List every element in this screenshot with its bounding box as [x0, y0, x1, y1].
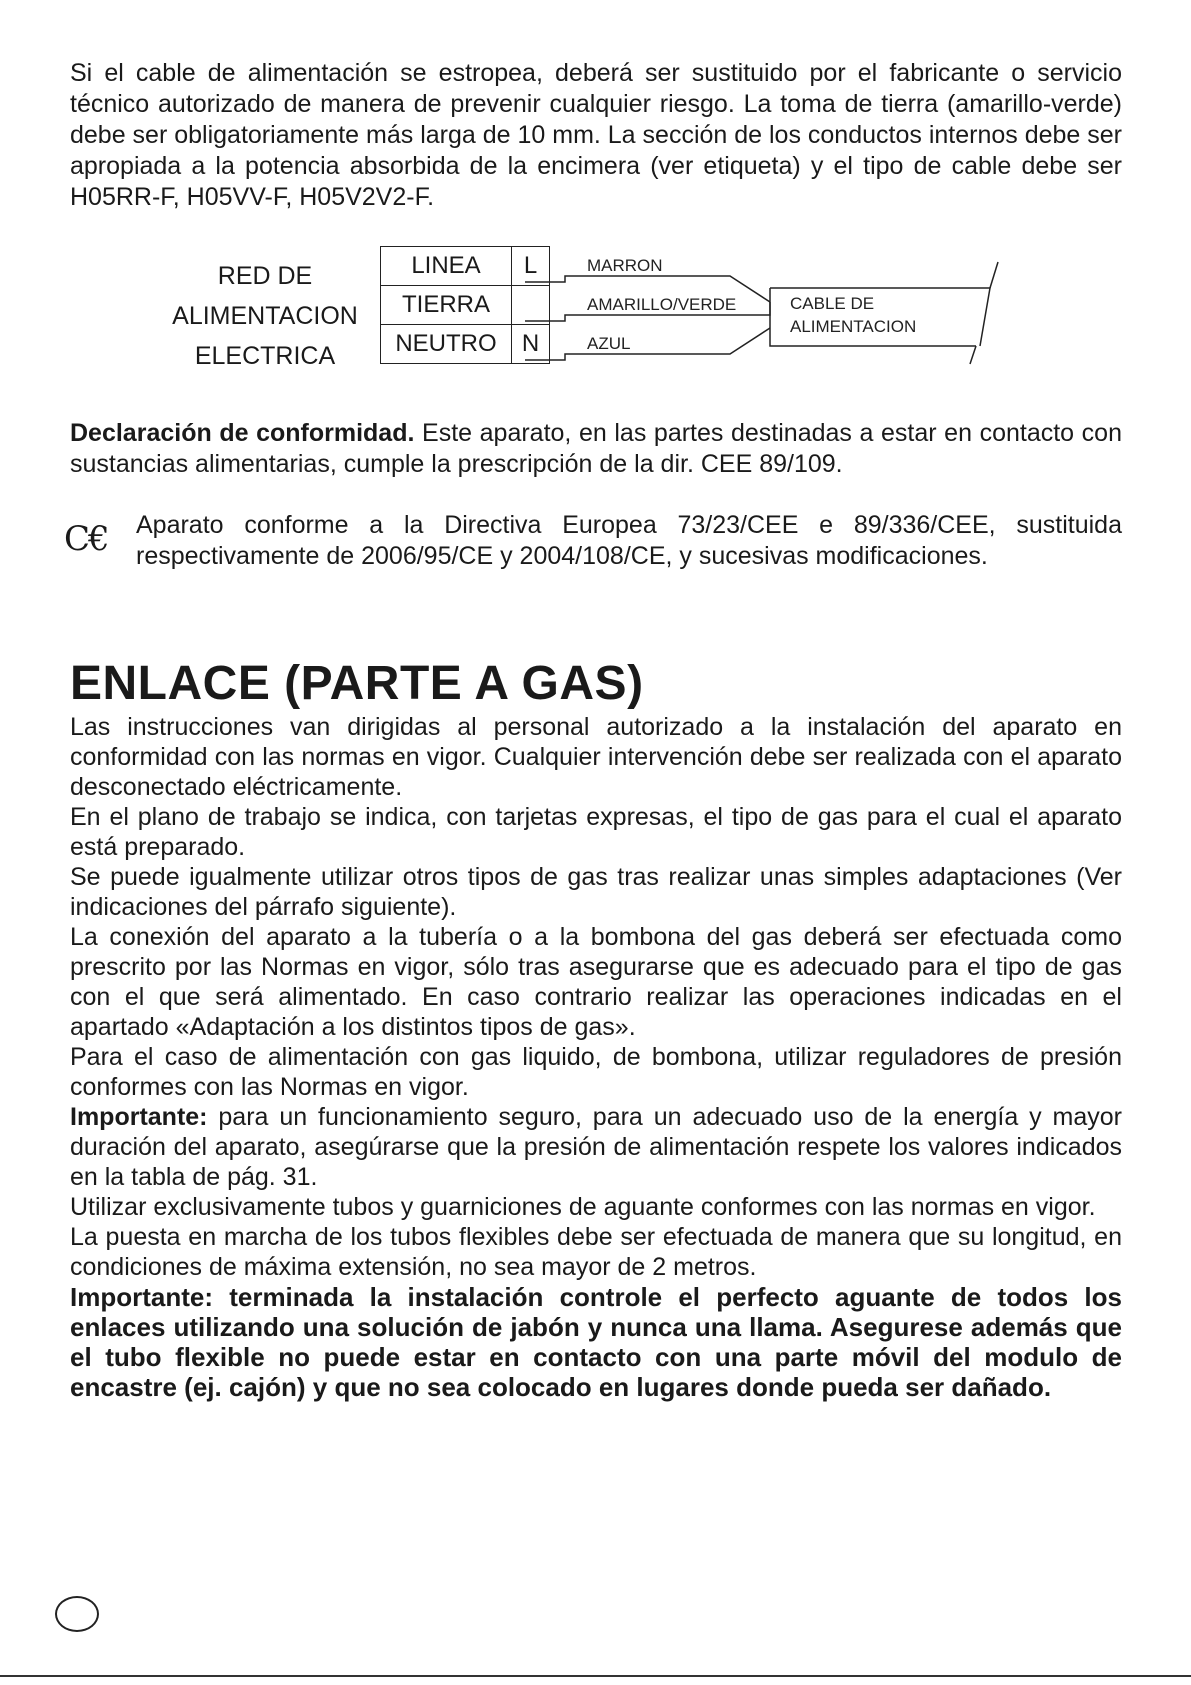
wire-label-yellow-green: AMARILLO/VERDE	[587, 295, 737, 314]
intro-paragraph: Si el cable de alimentación se estropea, deberá ser sustituido por el fabricante o servicio técnico autorizado de manera de prevenir cualquier riesgo. La toma de tierra (amarillo-verde) debe ser obligatoriamente más larga de 10 mm. La sección de los conductos internos debe ser apropiada a la potencia absorbida de la encimera (ver etiqueta) y el tipo de cable debe ser H05RR-F, H05VV-F, H05V2V2-F.	[70, 59, 1122, 211]
page-number-oval	[55, 1596, 99, 1632]
body-paragraph: Las instrucciones van dirigidas al personal autorizado a la instalación del aparato en conformidad con las normas en vigor. Cualquier intervención debe ser realizada con el aparato desconectado eléctricamente.	[70, 713, 1122, 801]
terminal-letter: L	[512, 247, 550, 286]
body-paragraph: La puesta en marcha de los tubos flexibles debe ser efectuada de manera que su longitud, en condiciones de máxima extensión, no sea mayor de 2 metros.	[70, 1223, 1122, 1281]
final-warning: Importante: terminada la instalación controle el perfecto aguante de todos los enlaces utilizando una solución de jabón y nunca una llama. Asegurese además que el tubo flexible no puede estar en contacto con una parte móvil del modulo de encastre (ej. cajón) y que no sea colocado en lugares donde pueda ser dañado.	[70, 1282, 1122, 1402]
ce-text: Aparato conforme a la Directiva Europea 73/23/CEE e 89/336/CEE, sustituida respectivamente de 2006/95/CE y 2004/108/CE, y sucesivas modificaciones.	[136, 511, 1122, 570]
mains-label-line-1: RED DE	[217, 262, 313, 290]
declaration-heading: Declaración de conformidad.	[70, 419, 415, 447]
important-text: para un funcionamiento seguro, para un adecuado uso de la energía y mayor duración del aparato, asegúrarse que la presión de alimentación respete los valores indicados en la tabla de pág. 31.	[70, 1103, 1122, 1191]
bottom-rule	[0, 1675, 1191, 1677]
terminal-name: LINEA	[381, 247, 512, 286]
gas-connection-body	[70, 712, 1122, 1402]
declaration-text: Este aparato, en las partes destinadas a estar en contacto con sustancias alimentarias, cumple la prescripción de la dir. CEE 89/109.	[70, 419, 1122, 478]
body-paragraph: Para el caso de alimentación con gas liquido, de bombona, utilizar reguladores de presión conformes con las Normas en vigor.	[70, 1043, 1122, 1101]
body-paragraph: En el plano de trabajo se indica, con tarjetas expresas, el tipo de gas para el cual el aparato está preparado.	[70, 803, 1122, 861]
important-label: Importante:	[70, 1103, 208, 1131]
declaration-paragraph	[70, 418, 1122, 480]
body-paragraph: Utilizar exclusivamente tubos y guarniciones de aguante conformes con las normas en vigor.	[70, 1193, 1096, 1221]
ce-mark-icon: C€	[64, 519, 108, 559]
body-paragraph-important	[70, 1102, 1122, 1192]
terminal-name: TIERRA	[381, 286, 512, 325]
body-paragraph: Se puede igualmente utilizar otros tipos de gas tras realizar unas simples adaptaciones (Ver indicaciones del párrafo siguiente).	[70, 863, 1122, 921]
terminal-letter: N	[512, 325, 550, 364]
section-title: ENLACE (PARTE A GAS)	[70, 657, 644, 710]
terminal-name: NEUTRO	[381, 325, 512, 364]
ce-conformity	[64, 510, 1124, 580]
cable-label-line-1: CABLE DE	[790, 294, 875, 313]
wire-label-brown: MARRON	[587, 256, 663, 275]
wire-lines	[150, 246, 1090, 376]
wire-label-blue: AZUL	[587, 334, 631, 353]
cable-label-line-2: ALIMENTACION	[790, 317, 917, 336]
mains-label-line-3: ELECTRICA	[194, 342, 336, 370]
mains-label-line-2: ALIMENTACION	[172, 302, 358, 330]
wiring-diagram	[150, 246, 1090, 376]
body-paragraph: La conexión del aparato a la tubería o a la bombona del gas deberá ser efectuada como prescrito por las Normas en vigor, sólo tras asegurarse que es adecuado para el tipo de gas con el que será alimentado. En caso contrario realizar las operaciones indicadas en el apartado «Adaptación a los distintos tipos de gas».	[70, 923, 1122, 1041]
